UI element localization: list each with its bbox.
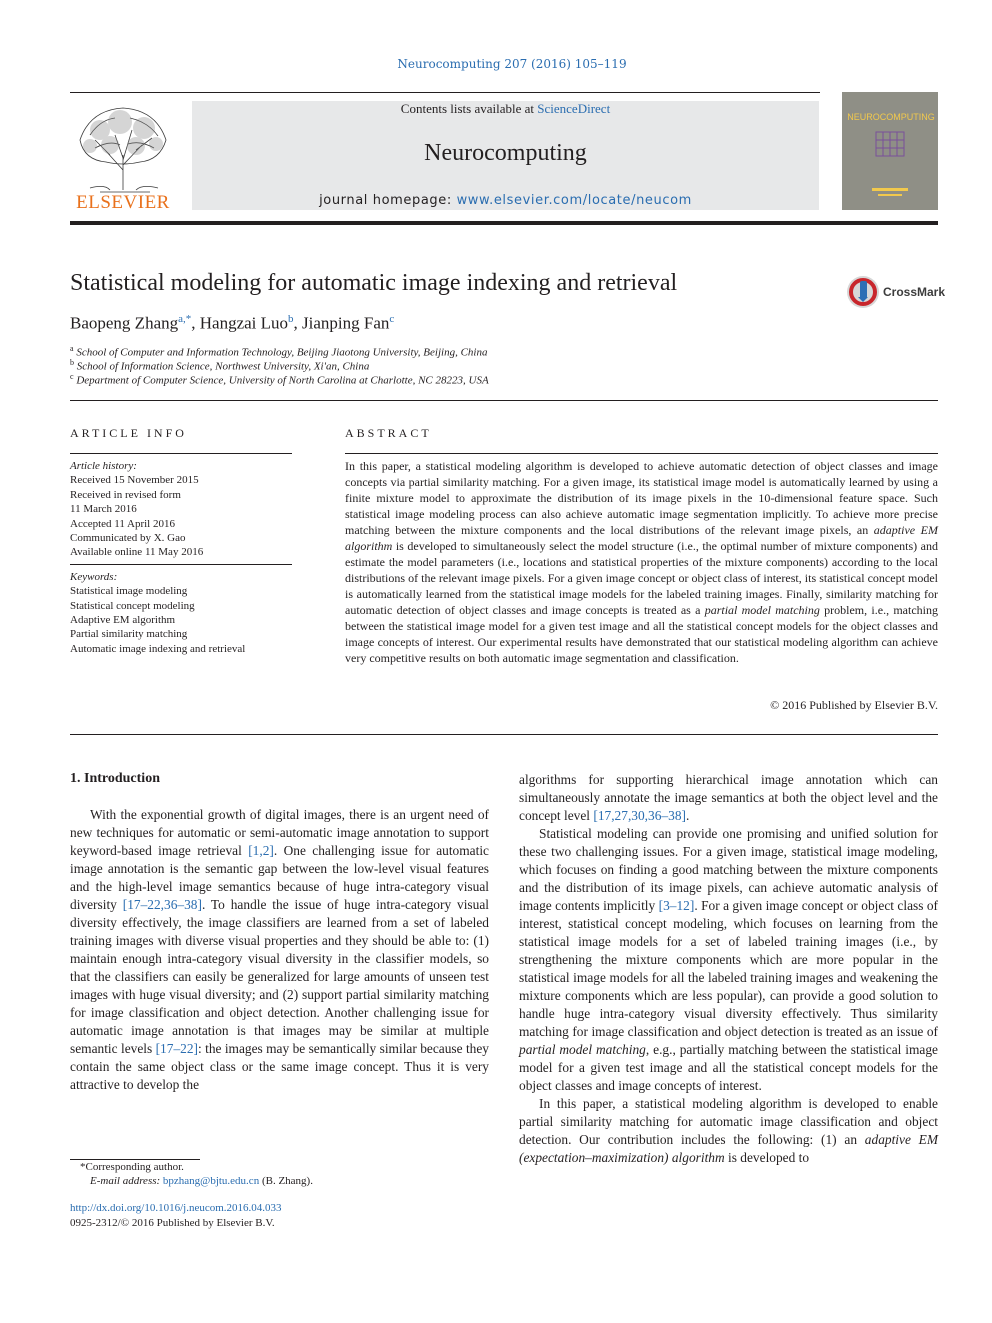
body-paragraph: Statistical modeling can provide one promising and unified solution for these two challenging issues. For a given image, statistical image modeling, which focuses on finding a good matching between the mixture components and the distribution of its image pixels, can achieve automatic analysis of image contents implicitly [3–12]. For a given image concept or object class of interest, statistical concept modeling, which focuses on learning from the statistical image models for a set of labeled training images (i.e., by strengthening the mixture components which are more popular in the statistical image models for all the labeled training images and weakening the mixture components which are less popular), can provide a good solution to handle huge intra-category visual diversity effectively. Thus similarity matching for image classification and object detection is treated as an issue of partial model matching, e.g., partially matching between the statistical image model for a given test image and all the statistical concept models for the object classes and image concepts of interest.	[519, 826, 938, 1093]
body-column-left	[70, 806, 489, 1094]
crossmark-icon[interactable]	[846, 275, 880, 309]
affiliation: $^a$ School of Computer and Information Technology, Beijing Jiaotong University, Beijing, China	[70, 344, 488, 359]
abstract-rule	[345, 453, 938, 454]
author-list: Baopeng Zhang$^{a,*}$, Hangzai Luo$^b$, Jianping Fan$^c$	[70, 313, 395, 333]
journal-citation[interactable]: Neurocomputing 207 (2016) 105–119	[397, 57, 627, 71]
history-item: Available online 11 May 2016	[70, 546, 204, 559]
header-thick-rule	[70, 221, 938, 225]
body-column-right	[519, 771, 938, 1167]
keyword: Adaptive EM algorithm	[70, 614, 176, 627]
citation-link[interactable]: [1,2]	[248, 843, 274, 858]
history-item: Received in revised form	[70, 488, 181, 501]
sciencedirect-link[interactable]: ScienceDirect	[537, 101, 611, 116]
issn-line: 0925-2312/© 2016 Published by Elsevier B.V.	[70, 1217, 275, 1229]
history-item: Communicated by X. Gao	[70, 532, 186, 545]
article-info	[70, 459, 292, 656]
homepage-link[interactable]: www.elsevier.com/locate/neucom	[456, 193, 692, 208]
history-item: 11 March 2016	[70, 503, 137, 516]
keywords-label: Keywords:	[70, 570, 118, 583]
keyword: Automatic image indexing and retrieval	[70, 642, 246, 655]
author-name: Jianping Fan	[302, 313, 390, 333]
keyword: Statistical concept modeling	[70, 599, 195, 612]
doi-block	[70, 1201, 282, 1231]
author-affiliation-marker[interactable]: a,*	[178, 313, 192, 325]
citation-link[interactable]: [17–22]	[155, 1041, 198, 1056]
citation-link[interactable]: [3–12]	[658, 898, 695, 913]
cover-title: NEUROCOMPUTING	[847, 112, 935, 122]
homepage-line: journal homepage: www.elsevier.com/locate/neucom	[319, 193, 692, 208]
article-info-heading: ARTICLE INFO	[70, 426, 187, 440]
contents-line: Contents lists available at ScienceDirect	[400, 101, 611, 116]
citation-link[interactable]: [17,27,30,36–38]	[593, 808, 686, 823]
author-affiliation-marker[interactable]: b	[288, 313, 294, 325]
footnote: *Corresponding author. E-mail address: bpzhang@bjtu.edu.cn (B. Zhang).	[80, 1161, 313, 1187]
author-name: Hangzai Luo	[199, 313, 289, 333]
abstract-heading: ABSTRACT	[345, 426, 432, 440]
journal-cover-image	[842, 92, 938, 210]
header-rule	[70, 92, 820, 93]
history-item: Accepted 11 April 2016	[70, 517, 175, 530]
section-heading: 1. Introduction	[70, 771, 160, 786]
elsevier-wordmark: ELSEVIER	[76, 192, 170, 213]
corresponding-author-note: Corresponding author.	[85, 1161, 184, 1173]
doi-link[interactable]: http://dx.doi.org/10.1016/j.neucom.2016.04.033	[70, 1202, 282, 1214]
author-name: Baopeng Zhang	[70, 313, 179, 333]
keyword: Partial similarity matching	[70, 628, 188, 641]
email-link[interactable]: bpzhang@bjtu.edu.cn	[162, 1175, 260, 1187]
keyword: Statistical image modeling	[70, 585, 188, 598]
history-label: Article history:	[70, 460, 137, 472]
section-rule	[70, 734, 938, 735]
section-rule	[70, 400, 938, 401]
abstract-copyright: © 2016 Published by Elsevier B.V.	[770, 698, 938, 712]
crossmark-label[interactable]: CrossMark	[883, 285, 946, 299]
keywords-rule	[70, 564, 292, 565]
affiliation: $^b$ School of Information Science, Northwest University, Xi'an, China	[70, 358, 370, 373]
author-affiliation-marker[interactable]: c	[389, 313, 395, 325]
body-paragraph: With the exponential growth of digital images, there is an urgent need of new techniques for automatic or semi-automatic image annotation to support keyword-based image retrieval [1,2]. One challenging issue for automatic image annotation is the semantic gap between the low-level visual features and the high-level image semantics because of huge intra-category visual diversity [17–22,36–38]. To handle the issue of huge intra-category visual diversity effectively, the image classifiers are learned from a set of labeled training images with diverse visual properties and they should be able to: (1) maintain enough intra-category visual diversity in the classifier models, so that the classifiers can easily be generalized for large amounts of unseen test images with huge visual diversity; and (2) support partial similarity matching for image classification and object detection. Another challenging issue for automatic image annotation is that images may be similar at multiple semantic levels [17–22]: the images may be semantically similar because they contain the same object class or the same image concept. Thus it is very attractive to develop the	[70, 807, 490, 1092]
citation-link[interactable]: [17–22,36–38]	[122, 897, 202, 912]
cover-pattern-icon	[842, 92, 938, 210]
affiliation: $^c$ Department of Computer Science, University of North Carolina at Charlotte, NC 28223, USA	[70, 372, 489, 387]
journal-name: Neurocomputing	[424, 140, 587, 166]
body-paragraph: In this paper, a statistical modeling algorithm is developed to enable partial similarity matching for automatic image classification and object detection. Our contribution includes the following: (1) an adaptive EM (expectation–maximization) algorithm is developed to	[519, 1096, 938, 1165]
body-paragraph: algorithms for supporting hierarchical image annotation which can simultaneously annotate the image semantics at both the object level and the concept level [17,27,30,36–38].	[519, 772, 938, 823]
history-item: Received 15 November 2015	[70, 474, 199, 487]
abstract-text: In this paper, a statistical modeling algorithm is developed to achieve automatic detection of object classes and image concepts via partial similarity matching. For a given image, its statistical image model is automatically learned by using a finite mixture model to approximate the distribution of its image pixels in the 10-dimensional feature space. Such statistical image modeling process can also achieve automatic image segmentation implicitly. To achieve more precise matching between the mixture components and the local distributions of the relevant image pixels, an adaptive EM algorithm is developed to simultaneously select the model structure (i.e., the optimal number of mixture components) and estimate the model parameters (i.e., locations and statistical properties of the mixture components) according to the local distributions of the relevant image pixels. For a given image concept or object class of interest, its statistical concept model is automatically learned from the statistical image models for the labeled training images. Finally, similarity matching for automatic detection of object classes and image concepts is treated as a partial model matching problem, i.e., matching between the statistical image model for a given test image and all the statistical concept models for the object classes and image concepts of interest. Our experimental results have demonstrated that our statistical modeling algorithm can achieve very competitive results on both automatic image segmentation and classification.	[345, 459, 938, 665]
article-info-rule	[70, 453, 292, 454]
article-title: Statistical modeling for automatic image indexing and retrieval	[70, 270, 678, 296]
